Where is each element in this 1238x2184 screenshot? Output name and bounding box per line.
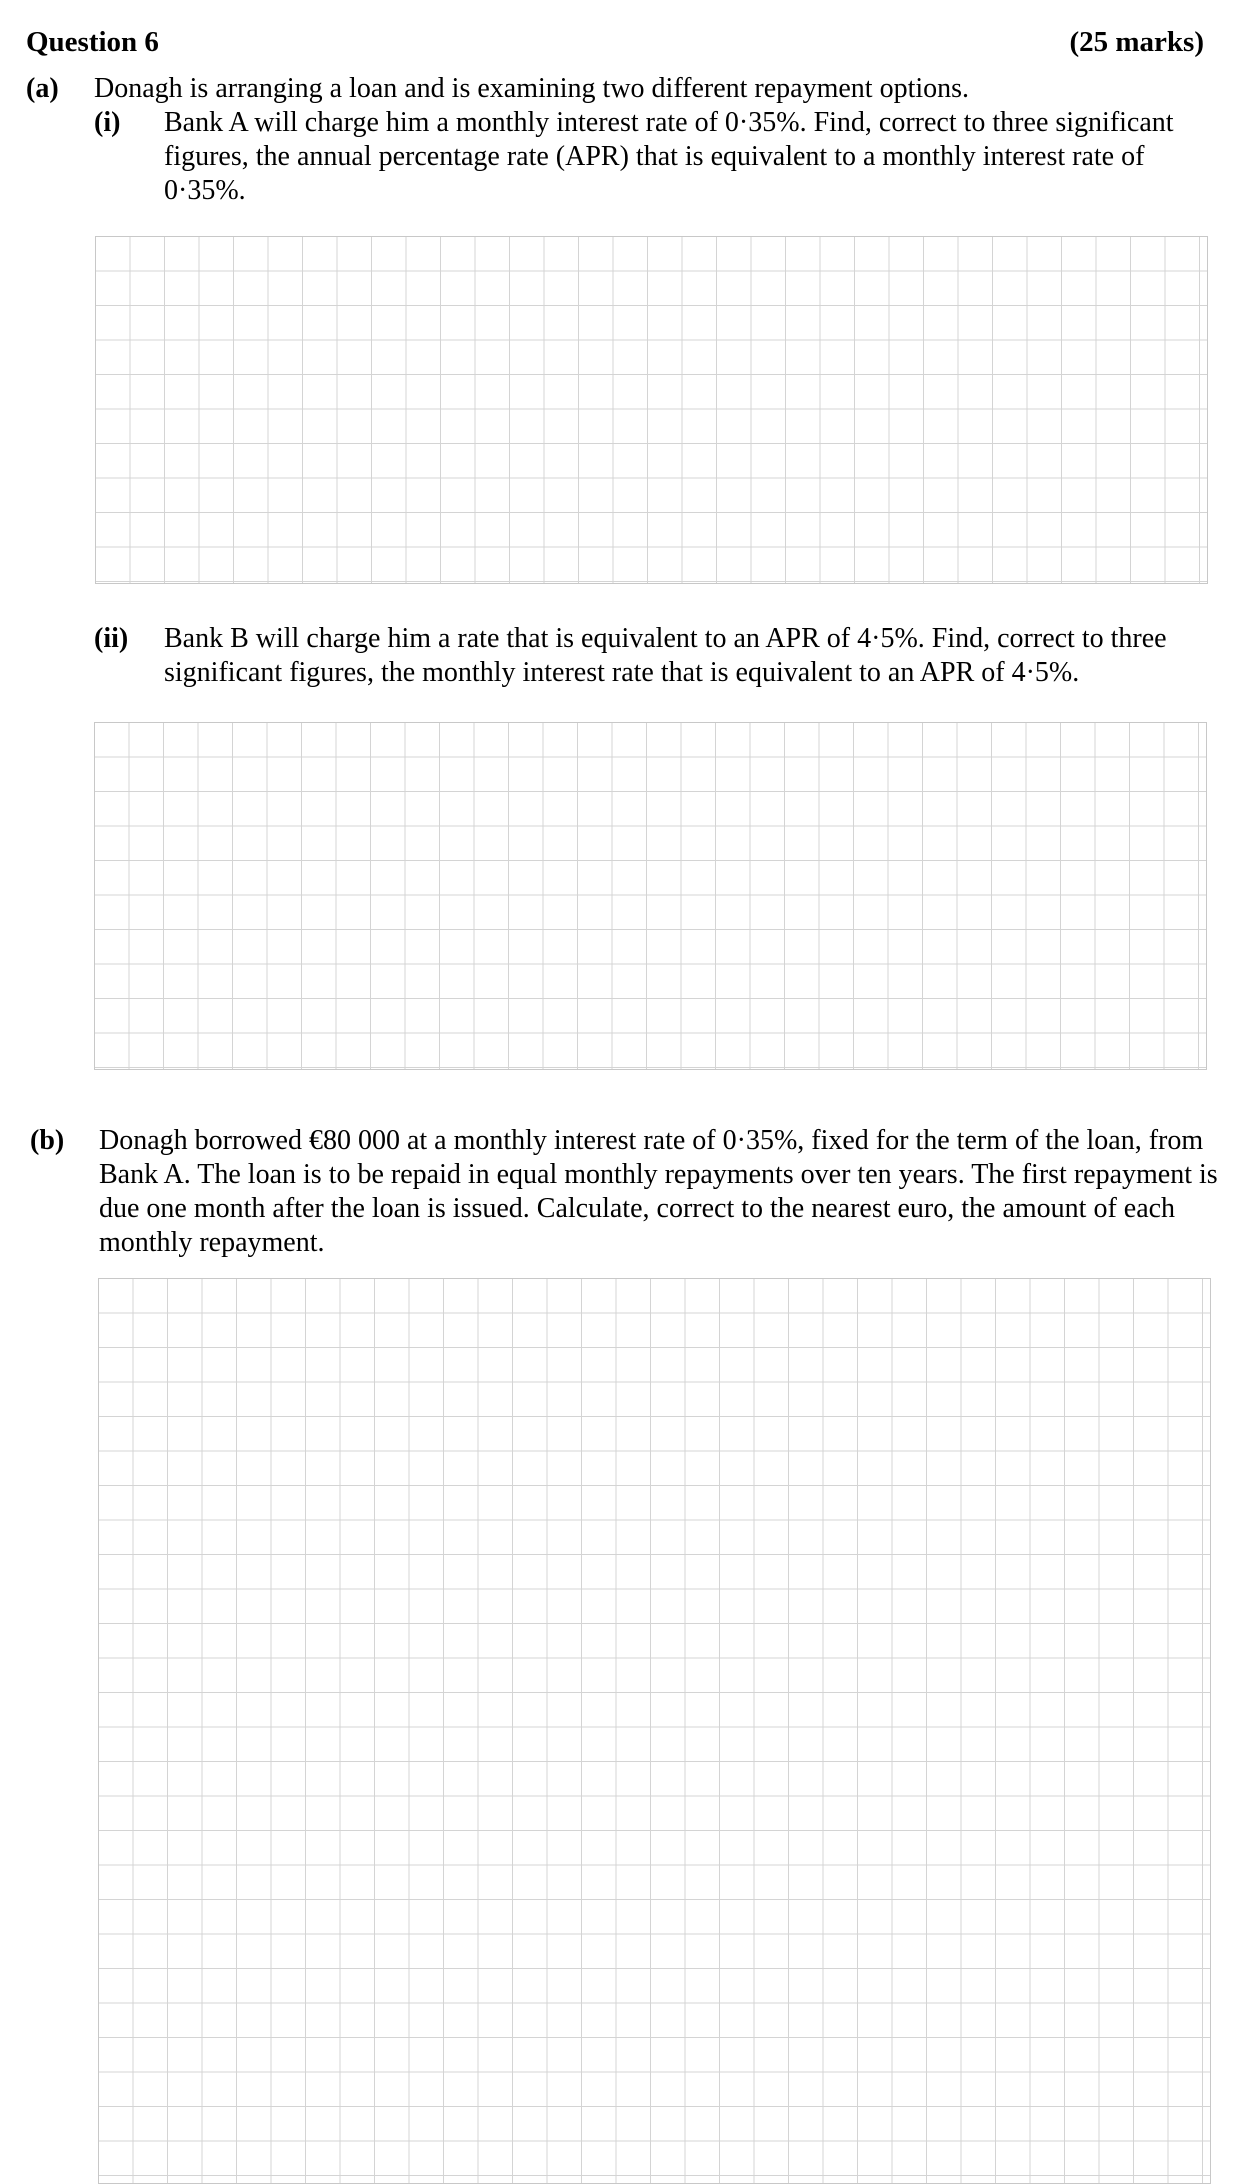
part-a-i-text: Bank A will charge him a monthly interest rate of 0·35%. Find, correct to three significant figures, the annual percentage rate (APR) that is equivalent to a monthly interest rate of 0·35%. [164, 107, 1174, 206]
part-a-i-label: (i) [94, 107, 121, 138]
part-a-label: (a) [26, 73, 59, 104]
answer-grid-a-i[interactable] [95, 236, 1208, 584]
part-a-ii-label: (ii) [94, 623, 129, 654]
part-b-text: Donagh borrowed €80 000 at a monthly interest rate of 0·35%, fixed for the term of the loan, from Bank A. The loan is to be repaid in equal monthly repayments over ten years. The first repayment is due one month after the loan is issued. Calculate, correct to the nearest euro, the amount of each monthly repayment. [99, 1125, 1218, 1258]
question-title: Question 6 [26, 26, 159, 58]
question-marks: (25 marks) [1069, 26, 1204, 58]
answer-grid-b[interactable] [98, 1278, 1211, 2184]
answer-grid-a-ii[interactable] [94, 722, 1207, 1070]
part-b-label: (b) [30, 1125, 65, 1156]
part-a-intro: Donagh is arranging a loan and is examining two different repayment options. [94, 73, 970, 104]
part-a-ii-text: Bank B will charge him a rate that is equivalent to an APR of 4·5%. Find, correct to three significant figures, the monthly interest rate that is equivalent to an APR of 4·5%. [164, 623, 1167, 688]
